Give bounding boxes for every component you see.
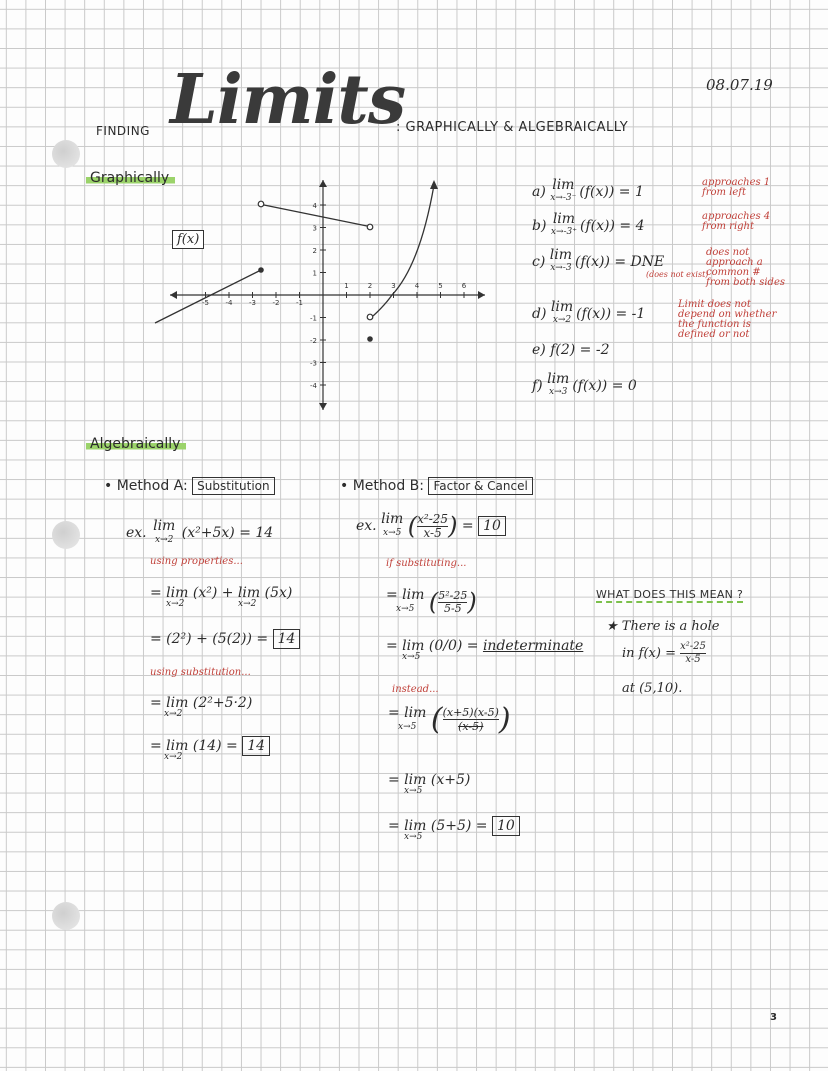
limit-value: f(2) = -2 [550,342,610,358]
page-subtitle: : GRAPHICALLY & ALGEBRAICALLY [396,120,629,135]
method-b-step4 [388,772,471,796]
step5-result: 10 [492,816,520,836]
lim-sub: x→5 [383,528,402,538]
y-tick-label: -1 [310,314,317,323]
limit-note: does not approach a common # from both sides [706,247,786,288]
step4-sub: x→2 [164,752,183,762]
meaning-title-text: WHAT DOES THIS MEAN ? [596,588,744,601]
function-graph [150,175,495,415]
y-tick-label: -2 [310,337,317,345]
lim-sub: x→-3 [550,263,572,273]
method-a-label: • Method A: [104,478,188,494]
lim-block [388,704,427,733]
equals: = [461,518,474,534]
note-if-substituting: if substituting... [386,558,467,569]
method-a-step2 [150,631,300,647]
y-tick-label: 1 [312,269,317,278]
limit-value: (f(x)) = 0 [572,378,637,394]
section-heading-algebraically: Algebraically [86,436,186,452]
fraction [443,706,499,733]
lim-word: lim [552,177,575,193]
closed-point-left [258,267,264,273]
step2-text: = (2²) + (5(2)) = [150,631,269,647]
lim-word: lim [552,211,576,227]
method-b-step3: = lim x→5 ( $\frac{(x+5)(x-5)}{(x-5)}$) [388,702,511,737]
y-tick-label: -3 [310,359,317,368]
lim-word: lim [549,247,572,263]
curve-right [373,185,434,316]
indeterminate-word: indeterminate [482,638,584,654]
fraction [680,641,706,666]
lim-word: lim [547,371,570,387]
lim-sub: x→5 [398,721,417,732]
ex-label: ex. [126,525,147,541]
step3-sub: x→2 [164,709,183,719]
method-a-name: Substitution [192,477,274,495]
ex-expr: (x²+5x) = 14 [181,525,274,541]
fraction-num: x²-25 [417,511,449,526]
limit-value: (f(x)) = -1 [576,306,646,322]
open-point-upper-left [258,201,264,207]
fraction-num: 5²-25 [438,588,468,602]
step1-sub-b: x→2 [238,599,257,609]
y-ticks [310,202,326,390]
x-tick-label: 3 [391,282,396,290]
x-tick-label: 2 [367,282,373,290]
step5-sub: x→5 [404,832,423,842]
curve-right-arrow [430,180,438,189]
step5-text: = lim (5+5) = [388,818,488,834]
lim-sub: x→-3⁺ [550,227,578,237]
method-b-example: ex. lim x→5 ( $\frac{\text{x²-25}}{x-5}) = 10$ [356,512,506,540]
lim-block [550,211,578,238]
lim-sub: x→2 [155,535,174,545]
limit-value: (f(x)) = 4 [580,218,645,234]
lim-block [547,371,570,398]
method-a-step3 [150,695,253,719]
lim-block [550,177,577,204]
lim-block [549,247,572,274]
fraction-num: (x+5)(x-5) [442,706,499,719]
method-a-example [126,520,273,546]
closed-point-f2 [367,336,373,342]
limit-note: approaches 1 from left [702,177,771,198]
y-tick-label: -4 [310,382,317,390]
fraction [438,590,467,615]
meaning-line1: ★ There is a hole [606,619,720,634]
x-tick-label: -5 [202,299,209,307]
fraction-den: x-5 [423,525,442,540]
method-b-step2 [386,638,584,662]
limit-row [532,371,637,398]
limit-label: f) [532,378,548,394]
lim-block [550,299,574,326]
ex-label: ex. [356,518,377,534]
lim-word: lim [381,511,404,527]
y-tick-label: 4 [312,202,317,210]
open-point-upper-right [367,224,373,230]
step3-text: = lim (2²+5·2) [150,695,253,711]
note-using-properties: using properties... [150,556,243,567]
limit-label: c) [532,254,550,270]
fraction-den: 5-5 [443,601,462,615]
step4-sub: x→5 [404,786,423,796]
x-tick-label: 1 [344,282,349,290]
page-number: 3 [770,1012,777,1023]
y-tick-label: 2 [312,247,317,255]
step2-text: = lim (0/0) = [386,638,479,654]
lim-sub: x→3 [549,387,568,397]
limit-note: approaches 4 from right [702,211,771,232]
y-axis-arrow-down [319,403,327,410]
step2-result: 14 [273,629,301,649]
limit-row [532,247,665,274]
method-b-step1: = lim x→5 ( $\frac{\text{5²-25}}{5-5}$) [386,587,477,616]
step1-sub-a: x→2 [166,599,185,609]
lim-word: = lim [386,587,425,603]
meaning-line3: at (5,10). [622,681,683,696]
page-title: Limits [170,60,406,140]
lim-word: = lim [388,704,427,721]
step4-text: = lim (14) = [150,738,238,754]
finding-label: FINDING [96,124,150,138]
method-b-step5 [388,818,520,842]
lim-word: lim [550,299,574,315]
limit-subnote: (does not exist) [646,270,709,279]
method-a-step1 [150,585,293,609]
limit-label: a) [532,184,551,200]
example-result: 10 [478,516,506,536]
x-axis-arrow-left [170,291,177,299]
open-point-lower [367,314,373,320]
lim-block [153,520,175,546]
lim-word: lim [153,518,176,534]
x-tick-label: -3 [249,299,256,307]
x-tick-label: -1 [296,299,303,307]
limit-label: b) [532,218,551,234]
lim-block [381,513,403,539]
lim-sub: x→5 [396,604,415,614]
meaning-line2 [622,641,706,666]
limit-row [532,299,646,326]
y-tick-label: 3 [312,224,317,233]
x-tick-label: 4 [414,282,420,290]
function-label: f(x) [172,230,204,249]
step4-result: 14 [242,736,270,756]
method-b-name: Factor & Cancel [428,477,532,495]
step1-text: = lim (x²) + lim (5x) [150,585,293,601]
section-heading-graphically: Graphically [86,170,175,186]
method-a-step4 [150,738,270,762]
method-b-label: • Method B: [340,478,424,494]
limit-value: (f(x)) = DNE [575,254,665,270]
curve-left-segment [155,270,261,323]
lim-block [386,589,424,615]
note-using-substitution: using substitution... [150,667,251,678]
binder-hole [52,140,80,168]
limit-note: Limit does not depend on whether the function is defined or not [678,299,777,340]
fraction-num: x²-25 [680,641,706,652]
limit-row [532,177,644,204]
method-a-title [104,478,275,494]
note-instead: instead... [392,684,439,695]
date: 08.07.19 [706,76,773,94]
step2-sub: x→5 [402,652,421,662]
lim-sub: x→2 [552,315,572,325]
step4-text: = lim (x+5) [388,772,471,788]
limit-label: d) [532,306,551,322]
limit-row [532,342,609,358]
meaning-line2-text: in f(x) = [622,646,676,661]
x-tick-label: 5 [438,282,443,290]
limit-value: (f(x)) = 1 [579,184,644,200]
x-tick-label: -4 [225,299,233,307]
fraction-den: x-5 [685,654,701,665]
lim-sub: x→-3⁻ [550,193,577,203]
x-tick-label: -2 [272,299,280,307]
binder-hole [52,521,80,549]
x-tick-label: 6 [461,282,467,290]
limit-label: e) [532,342,551,358]
method-b-title [340,478,533,494]
fraction-den: (x-5) [458,720,484,733]
binder-hole [52,902,80,930]
fraction [417,513,448,540]
x-axis-arrow [478,291,485,299]
y-axis-arrow [319,180,327,187]
limit-row [532,211,645,238]
meaning-title [596,588,743,601]
